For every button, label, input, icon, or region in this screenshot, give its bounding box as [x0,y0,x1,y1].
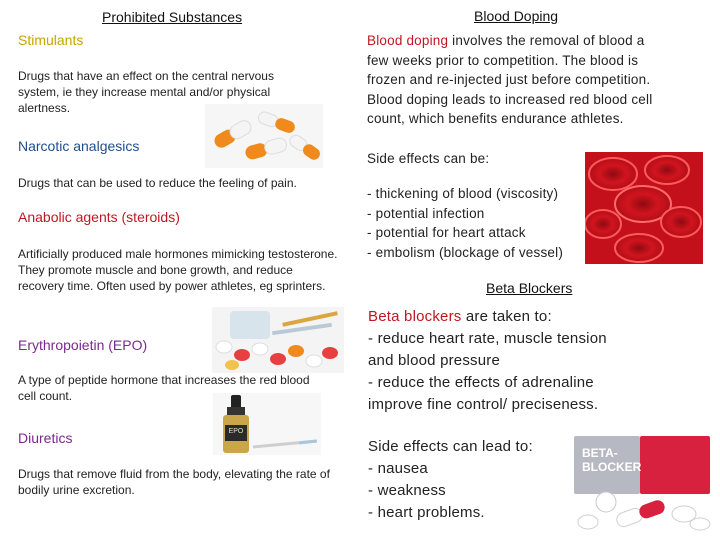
blood-doping-side-effects-list [367,184,587,262]
list-item: - potential infection [367,205,485,221]
beta-blocker-box-label [582,446,641,474]
narcotic-analgesics-description: Drugs that can be used to reduce the feeling of pain. [18,176,297,190]
blood-doping-line-3: frozen and re-injected just before competition. [367,72,651,87]
beta-line-4: improve fine control/ preciseness. [368,396,599,413]
narcotic-analgesics-heading: Narcotic analgesics [18,138,140,154]
beta-blocker-box-label-2: BLOCKER [582,460,642,474]
anabolic-agents-description: Artificially produced male hormones mimicking testosterone. They promote muscle and bone growth, and reduce recovery time. Often used by power athletes, eg sprinters. [18,247,338,293]
blood-doping-term: Blood doping [367,33,449,48]
beta-side-effects-heading: Side effects can lead to: [368,438,533,455]
list-item: - nausea [368,460,428,477]
diuretics-heading: Diuretics [18,430,73,446]
epo-bottle-label: EPO [228,428,244,435]
beta-blockers-intro: are taken to: [461,308,552,325]
pills-syringes-image [212,307,344,373]
list-item: - potential for heart attack [367,225,526,240]
blood-doping-side-effects-heading: Side effects can be: [367,151,490,166]
blood-doping-line-5: count, which benefits endurance athletes. [367,111,624,126]
beta-side-effects-list [368,458,568,524]
beta-blockers-description [368,306,668,416]
beta-line-2: and blood pressure [368,352,501,369]
beta-blockers-term: Beta blockers [368,308,462,325]
blood-doping-title: Blood Doping [474,8,559,24]
epo-bottle-image [213,393,321,455]
list-item: - thickening of blood (viscosity) [367,186,559,201]
prohibited-substances-title: Prohibited Substances [102,9,243,25]
red-blood-cells-image [585,152,703,264]
anabolic-agents-heading: Anabolic agents (steroids) [18,209,180,225]
beta-line-1: - reduce heart rate, muscle tension [368,330,607,347]
stimulants-description: Drugs that have an effect on the central nervous system, ie they increase mental and/or physical alertness. [18,69,274,115]
list-item: - embolism (blockage of vessel) [367,244,564,260]
epo-heading: Erythropoietin (EPO) [18,337,148,353]
blood-doping-line-1: involves the removal of blood a [448,33,645,48]
epo-description: A type of peptide hormone that increases the red blood cell count. [18,373,310,403]
diuretics-description: Drugs that remove fluid from the body, elevating the rate of bodily urine excretion. [18,467,330,497]
beta-blockers-title: Beta Blockers [486,280,573,296]
blood-doping-line-2: few weeks prior to competition. The blood is [367,52,639,68]
blood-doping-description [367,31,697,129]
blood-doping-line-4: Blood doping leads to increased red blood cell [367,91,653,107]
stimulants-heading: Stimulants [18,32,84,48]
beta-line-3: - reduce the effects of adrenaline [368,374,594,391]
list-item: - weakness [368,482,446,499]
capsules-image [205,104,323,168]
beta-blocker-box-label-1: BETA- [582,446,618,460]
list-item: - heart problems. [368,504,485,521]
